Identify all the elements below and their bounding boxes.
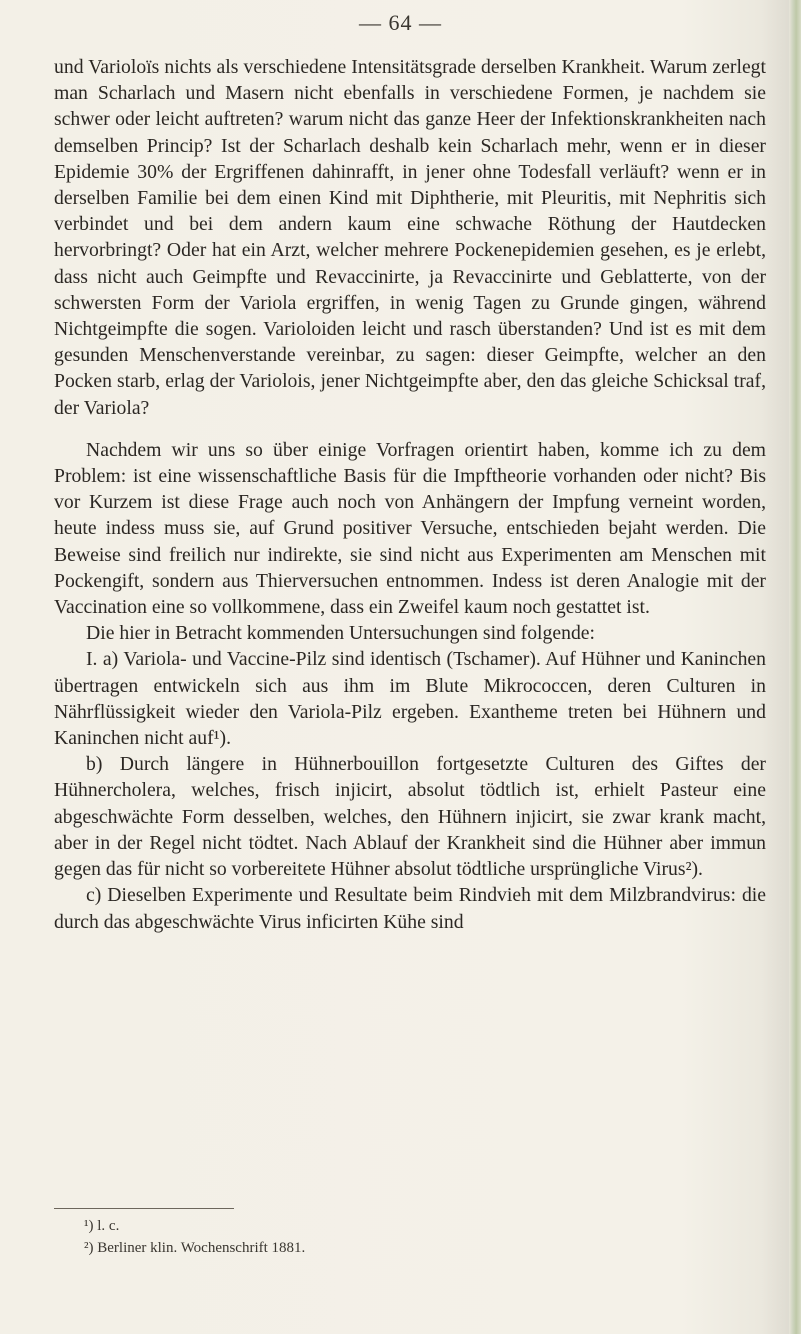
paragraph-3: Die hier in Betracht kommenden Untersuchungen sind folgende: — [86, 622, 596, 645]
paragraph-4: I. a) Variola- und Vaccine-Pilz sind identisch (Tschamer). Auf Hühner und Kaninchen übertragen entwickeln sich aus ihm im Blute Mikrococcen, deren Culturen in Nährflüssigkeit wieder den Variola-Pilz ergeben. Exantheme treten bei Hühnern und Kaninchen nicht auf¹). — [54, 648, 766, 750]
paragraph-5: b) Durch längere in Hühnerbouillon fortgesetzte Culturen des Giftes der Hühnercholera, welches, frisch injicirt, absolut tödtlich ist, erhielt Pasteur eine abgeschwächte Form desselben, welches, den Hühnern injicirt, sie zwar krank macht, aber in der Regel nicht tödtet. Nach Ablauf der Krankheit sind die Hühner aber immun gegen das für nicht so vorbereitete Hühner absolut tödtliche ursprüngliche Virus²). — [54, 753, 766, 881]
footnote-rule — [54, 1208, 234, 1209]
page-number: — 64 — — [359, 10, 442, 35]
paragraph-6: c) Dieselben Experimente und Resultate beim Rindvieh mit dem Milzbrandvirus: die durch das abgeschwächte Virus inficirten Kühe sind — [54, 884, 766, 933]
footnote-1: ¹) l. c. — [84, 1218, 120, 1234]
page-edge — [789, 0, 801, 1334]
paragraph-1: und Varioloïs nichts als verschiedene Intensitätsgrade derselben Krankheit. Warum zerlegt man Scharlach und Masern nicht ebenfalls in verschiedene Formen, je nachdem sie schwer oder leicht auftreten? warum nicht das ganze Heer der Infektionskrankheiten nach demselben Princip? Ist der Scharlach deshalb kein Scharlach mehr, wenn er in dieser Epidemie 30% der Ergriffenen dahinrafft, in jener ohne Todesfall verläuft? wenn er in derselben Familie bei dem einen Kind mit Diphtherie, mit Pleuritis, mit Nephritis sich verbindet und bei dem andern kaum eine schwache Röthung der Hautdecken hervorbringt? Oder hat ein Arzt, welcher mehrere Pockenepidemien gesehen, es je erlebt, dass nicht auch Geimpfte und Revaccinirte, ja Revaccinirte und Geblatterte, von der schwersten Form der Variola ergriffen, in wenig Tagen zu Grunde gingen, während Nichtgeimpfte die sogen. Varioloiden leicht und rasch überstanden? Und ist es mit dem gesunden Menschenverstande vereinbar, zu sagen: dieser Geimpfte, welcher an den Pocken starb, erlag der Variolois, jener Nichtgeimpfte aber, den das gleiche Schicksal traf, der Variola? — [54, 56, 766, 419]
main-text — [54, 54, 766, 935]
footnote-2: ²) Berliner klin. Wochenschrift 1881. — [84, 1240, 306, 1256]
footnotes — [84, 1215, 584, 1259]
paragraph-2: Nachdem wir uns so über einige Vorfragen orientirt haben, komme ich zu dem Problem: ist eine wissenschaftliche Basis für die Impftheorie vorhanden oder nicht? Bis vor Kurzem ist diese Frage auch noch von Anhängern der Impfung verneint worden, heute indess muss sie, auf Grund positiver Versuche, entschieden bejaht werden. Die Beweise sind freilich nur indirekte, sie sind nicht aus Experimenten am Menschen mit Pockengift, sondern aus Thierversuchen entnommen. Indess ist deren Analogie mit der Vaccination eine so vollkommene, dass ein Zweifel kaum noch gestattet ist. — [54, 438, 766, 619]
